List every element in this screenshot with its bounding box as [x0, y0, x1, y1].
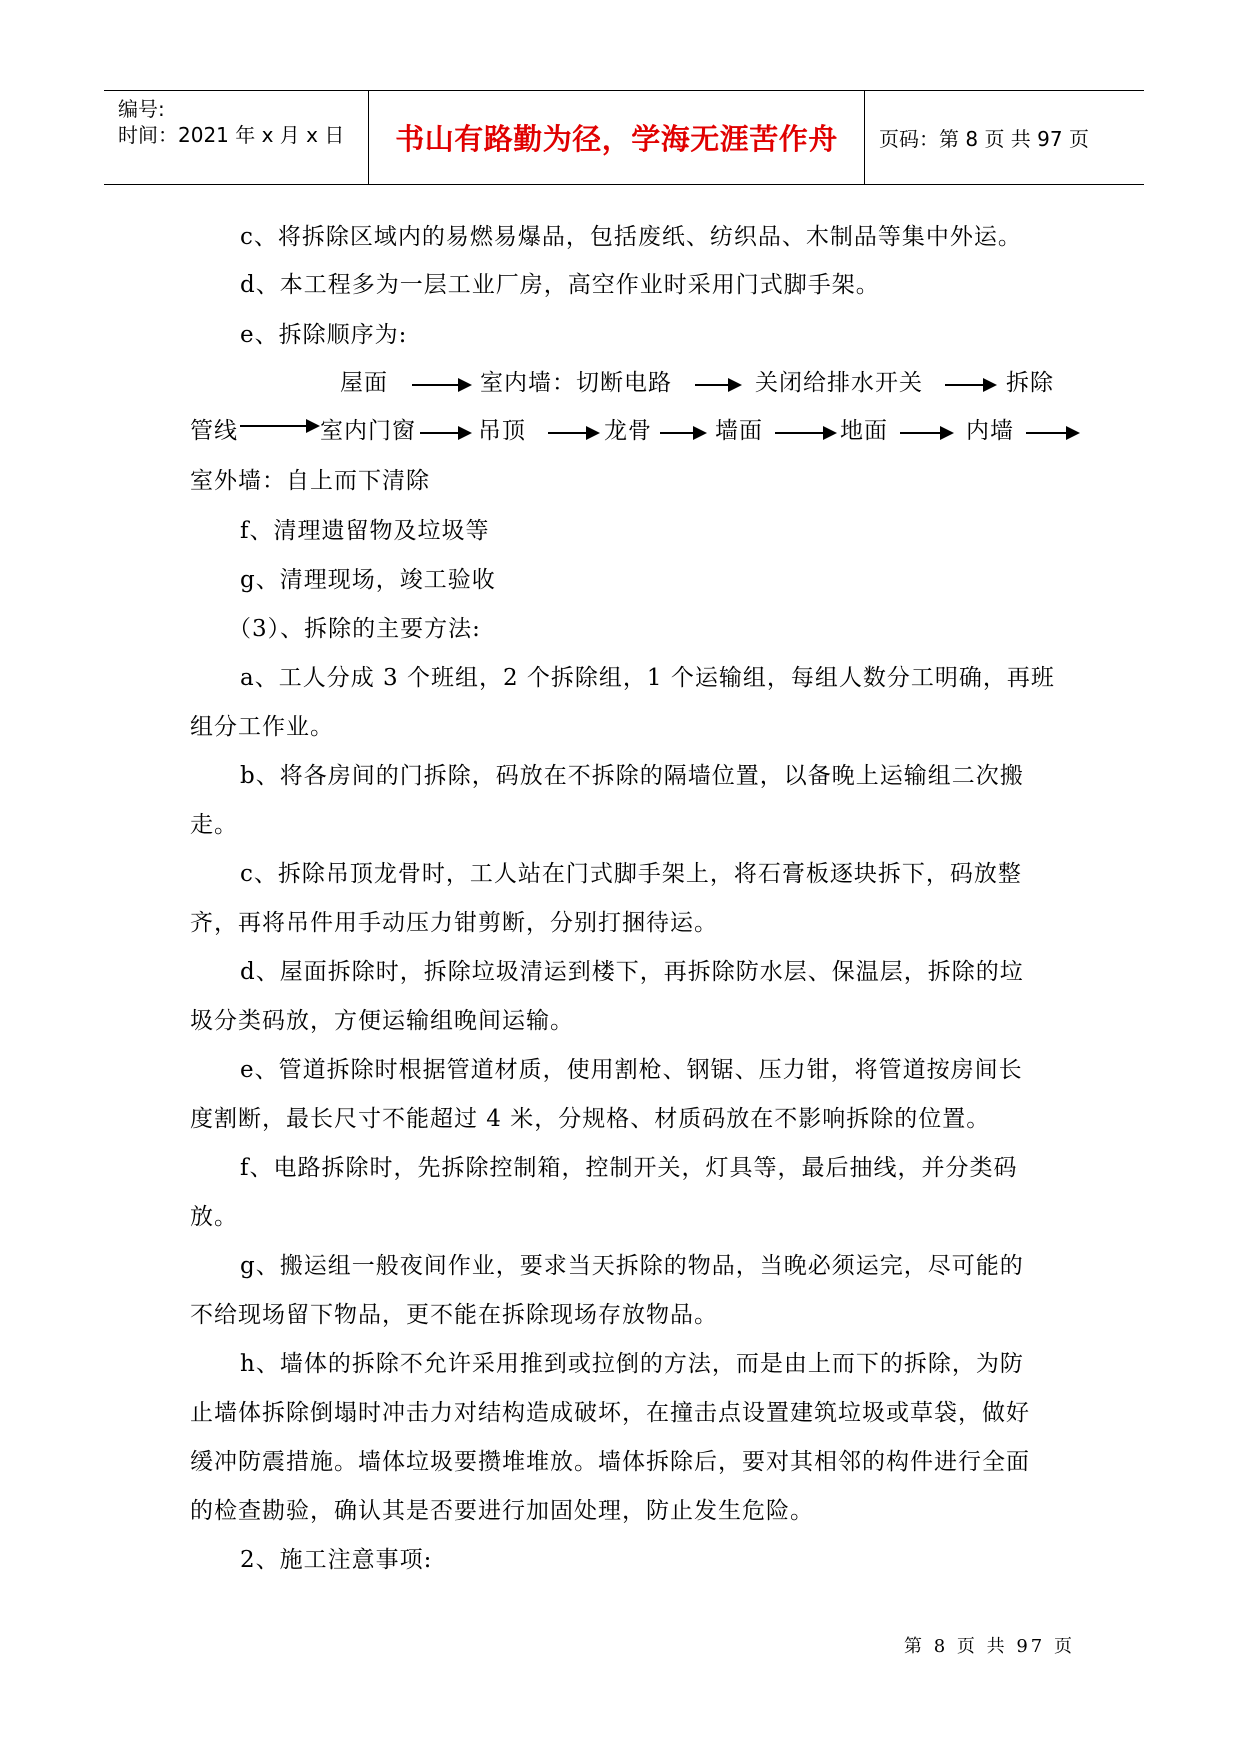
flow-step-pipeline: 管线 [190, 418, 238, 444]
method-h-line3: 缓冲防震措施。墙体垃圾要攒堆堆放。墙体拆除后，要对其相邻的构件进行全面 [190, 1449, 1030, 1475]
method-e-line2: 度割断，最长尺寸不能超过 4 米，分规格、材质码放在不影响拆除的位置。 [190, 1106, 991, 1132]
method-g-line1: g、搬运组一般夜间作业，要求当天拆除的物品，当晚必须运完，尽可能的 [240, 1253, 1024, 1279]
method-e-line1: e、管道拆除时根据管道材质，使用割枪、钢锯、压力钳，将管道按房间长 [240, 1057, 1023, 1083]
flow-arrow-icon [900, 432, 952, 434]
method-g-line2: 不给现场留下物品，更不能在拆除现场存放物品。 [190, 1302, 718, 1328]
header-page-label: 页码：第 8 页 共 97 页 [879, 127, 1089, 151]
flow-arrow-icon [775, 432, 835, 434]
method-f-line1: f、电路拆除时，先拆除控制箱，控制开关，灯具等，最后抽线，并分类码 [240, 1155, 1018, 1181]
flow-step-outer-wall: 室外墙：自上而下清除 [190, 468, 430, 494]
header-info-cell [104, 91, 369, 184]
flow-step-wall-surface: 墙面 [715, 418, 763, 444]
method-d-line1: d、屋面拆除时，拆除垃圾清运到楼下，再拆除防水层、保温层，拆除的垃 [240, 959, 1024, 985]
flow-arrow-icon [660, 432, 705, 434]
method-c-line1: c、拆除吊顶龙骨时，工人站在门式脚手架上，将石膏板逐块拆下，码放整 [240, 861, 1022, 887]
header-motto-cell [369, 91, 865, 184]
flow-step-inner-wall-2: 内墙 [966, 418, 1014, 444]
paragraph-e: e、拆除顺序为: [240, 322, 408, 348]
flow-arrow-icon [412, 384, 470, 386]
method-h-line1: h、墙体的拆除不允许采用推到或拉倒的方法，而是由上而下的拆除，为防 [240, 1351, 1024, 1377]
method-h-line4: 的检查勘验，确认其是否要进行加固处理，防止发生危险。 [190, 1498, 814, 1524]
method-f-line2: 放。 [190, 1204, 238, 1230]
paragraph-f: f、清理遗留物及垃圾等 [240, 518, 490, 544]
paragraph-c: c、将拆除区域内的易燃易爆品，包括废纸、纺织品、木制品等集中外运。 [240, 224, 1022, 250]
flow-step-inner-wall: 室内墙：切断电路 [480, 370, 672, 396]
flow-step-close-water: 关闭给排水开关 [755, 370, 923, 396]
flow-step-doors-windows: 室内门窗 [320, 418, 416, 444]
paragraph-d: d、本工程多为一层工业厂房，高空作业时采用门式脚手架。 [240, 272, 880, 298]
document-number-label: 编号: [118, 97, 165, 121]
method-d-line2: 圾分类码放，方便运输组晚间运输。 [190, 1008, 574, 1034]
flow-step-keel: 龙骨 [604, 418, 652, 444]
flow-step-ceiling: 吊顶 [478, 418, 526, 444]
method-h-line2: 止墙体拆除倒塌时冲击力对结构造成破坏，在撞击点设置建筑垃圾或草袋，做好 [190, 1400, 1030, 1426]
header-page-cell [865, 91, 1144, 184]
flow-arrow-icon [945, 384, 995, 386]
method-c-line2: 齐，再将吊件用手动压力钳剪断，分别打捆待运。 [190, 910, 718, 936]
section-heading-notes: 2、施工注意事项: [240, 1547, 433, 1573]
method-b-line2: 走。 [190, 812, 238, 838]
page-footer: 第 8 页 共 97 页 [904, 1636, 1075, 1657]
flow-arrow-icon [548, 432, 598, 434]
flow-step-roof: 屋面 [340, 370, 388, 396]
flow-arrow-icon [1026, 432, 1078, 434]
flow-arrow-icon [420, 432, 470, 434]
method-a-line1: a、工人分成 3 个班组，2 个拆除组，1 个运输组，每组人数分工明确，再班 [240, 665, 1055, 691]
paragraph-g: g、清理现场，竣工验收 [240, 567, 496, 593]
section-heading-methods: （3）、拆除的主要方法: [228, 616, 481, 642]
method-b-line1: b、将各房间的门拆除，码放在不拆除的隔墙位置，以备晚上运输组二次搬 [240, 763, 1024, 789]
page-header [104, 90, 1144, 185]
method-a-line2: 组分工作业。 [190, 714, 334, 740]
flow-arrow-icon [240, 425, 318, 427]
flow-step-floor: 地面 [840, 418, 888, 444]
document-time-label: 时间：2021 年 x 月 x 日 [118, 123, 345, 147]
flow-arrow-icon [695, 384, 740, 386]
header-motto: 书山有路勤为径，学海无涯苦作舟 [395, 122, 838, 156]
flow-step-remove: 拆除 [1006, 370, 1054, 396]
